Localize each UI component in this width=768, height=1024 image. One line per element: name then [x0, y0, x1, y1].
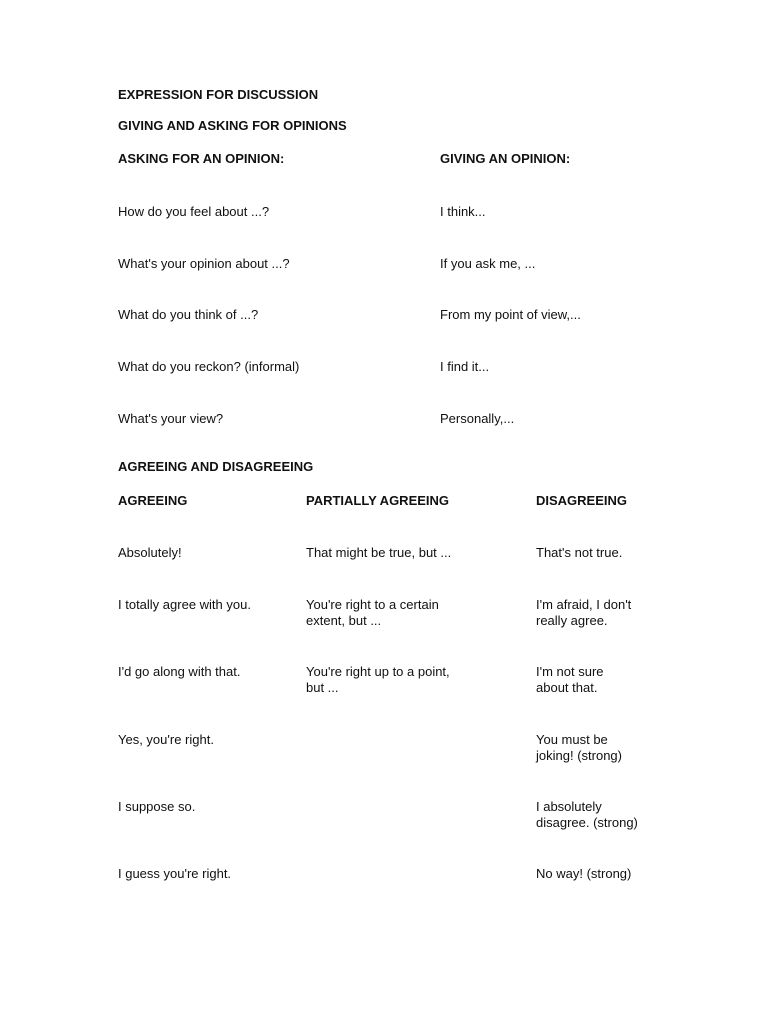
column-heading-asking: ASKING FOR AN OPINION: [118, 151, 285, 166]
agreeing-phrase: I suppose so. [118, 799, 196, 814]
column-heading-agreeing: AGREEING [118, 493, 188, 508]
disagreeing-phrase: I'm afraid, I don't really agree. [536, 597, 632, 628]
asking-phrase: What do you think of ...? [118, 307, 259, 322]
asking-phrase: What's your opinion about ...? [118, 256, 290, 271]
disagreeing-phrase: That's not true. [536, 545, 623, 560]
document-title: EXPRESSION FOR DISCUSSION [118, 87, 319, 102]
giving-phrase: Personally,... [440, 411, 515, 426]
agreeing-phrase: I totally agree with you. [118, 597, 251, 612]
column-heading-giving: GIVING AN OPINION: [440, 151, 571, 166]
section-heading-agreement: AGREEING AND DISAGREEING [118, 459, 314, 474]
disagreeing-phrase: I'm not sure about that. [536, 664, 604, 695]
asking-phrase: How do you feel about ...? [118, 204, 270, 219]
column-heading-partial: PARTIALLY AGREEING [306, 493, 450, 508]
giving-phrase: If you ask me, ... [440, 256, 536, 271]
agreeing-phrase: Absolutely! [118, 545, 182, 560]
giving-phrase: I think... [440, 204, 486, 219]
disagreeing-phrase: No way! (strong) [536, 866, 632, 881]
column-heading-disagreeing: DISAGREEING [536, 493, 628, 508]
agreeing-phrase: I'd go along with that. [118, 664, 241, 679]
asking-phrase: What's your view? [118, 411, 224, 426]
disagreeing-phrase: I absolutely disagree. (strong) [536, 799, 638, 830]
partial-phrase: You're right up to a point, but ... [306, 664, 450, 695]
giving-phrase: I find it... [440, 359, 490, 374]
agreeing-phrase: I guess you're right. [118, 866, 232, 881]
asking-phrase: What do you reckon? (informal) [118, 359, 300, 374]
disagreeing-phrase: You must be joking! (strong) [536, 732, 622, 763]
agreeing-phrase: Yes, you're right. [118, 732, 214, 747]
partial-phrase: That might be true, but ... [306, 545, 452, 560]
giving-phrase: From my point of view,... [440, 307, 581, 322]
section-heading-opinions: GIVING AND ASKING FOR OPINIONS [118, 118, 347, 133]
partial-phrase: You're right to a certain extent, but ... [306, 597, 439, 628]
